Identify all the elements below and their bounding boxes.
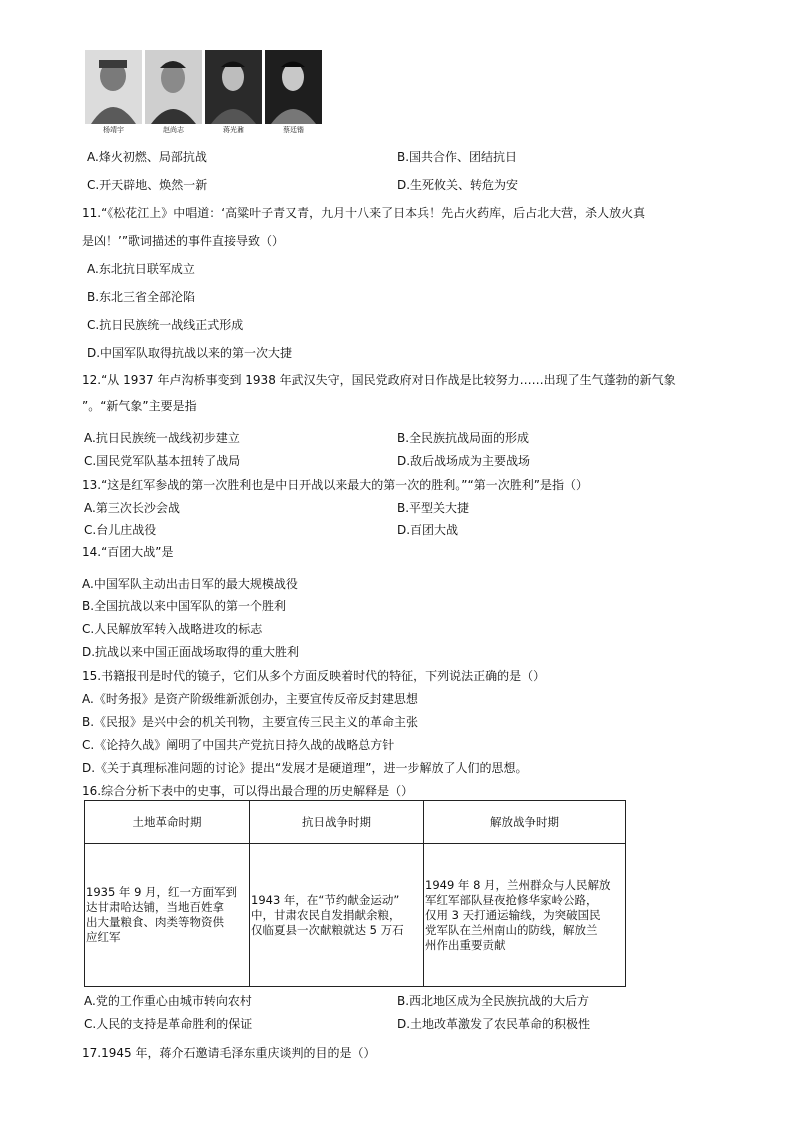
table-row (85, 844, 626, 987)
portrait-caption: 蔡廷锴 (283, 126, 304, 134)
table-cell (250, 844, 424, 987)
option-b: B.全国抗战以来中国军队的第一个胜利 (82, 599, 287, 613)
cell-line: 1935 年 9 月，红一方面军到 (86, 885, 238, 899)
cell-line: 出大量粮食、肉类等物资供 (86, 915, 224, 929)
option-b: B.东北三省全部沦陷 (87, 290, 196, 304)
cell-line: 1943 年，在“节约献金运动” (251, 892, 400, 907)
option-a: A.党的工作重心由城市转向农村 (84, 994, 252, 1008)
cell-line: 应红军 (86, 930, 121, 944)
option-d: D.抗战以来中国正面战场取得的重大胜利 (82, 645, 300, 659)
portrait-photo (145, 50, 202, 134)
option-d: D.中国军队取得抗战以来的第一次大捷 (87, 346, 293, 360)
option-c: C.台儿庄战役 (84, 523, 157, 537)
option-a: A.烽火初燃、局部抗战 (87, 150, 207, 164)
cell-line: 党军队在兰州南山的防线，解放兰 (425, 922, 598, 937)
option-c: C.《论持久战》阐明了中国共产党抗日持久战的战略总方针 (82, 738, 395, 752)
question-stem: 16.综合分析下表中的史事，可以得出最合理的历史解释是（） (82, 784, 414, 798)
table-cell (85, 844, 250, 987)
option-b: B.国共合作、团结抗日 (397, 150, 518, 164)
question-stem: 11.“《松花江上》中唱道：‘高粱叶子青又青，九月十八来了日本兵！先占火药库，后占北大营，杀人放火真 (82, 206, 646, 220)
option-d: D.土地改革激发了农民革命的积极性 (397, 1017, 591, 1031)
table-header-row (85, 801, 626, 844)
option-b: B.《民报》是兴中会的机关刊物，主要宣传三民主义的革命主张 (82, 715, 419, 729)
table-header-cell: 土地革命时期 (85, 801, 250, 844)
option-b: B.全民族抗战局面的形成 (397, 431, 530, 445)
option-c: C.人民的支持是革命胜利的保证 (84, 1017, 253, 1031)
option-c: C.国民党军队基本扭转了战局 (84, 454, 241, 468)
option-d: D.《关于真理标准问题的讨论》提出“发展才是硬道理”，进一步解放了人们的思想。 (82, 761, 528, 775)
portrait-photo (205, 50, 262, 134)
option-a: A.东北抗日联军成立 (87, 262, 195, 276)
option-a: A.中国军队主动出击日军的最大规模战役 (82, 577, 298, 591)
cell-line: 达甘肃哈达铺，当地百姓拿 (86, 900, 224, 914)
option-b: B.平型关大捷 (397, 501, 470, 515)
option-d: D.百团大战 (397, 523, 459, 537)
cell-line: 中，甘肃农民自发捐献余粮， (251, 907, 401, 922)
portrait-caption: 赵尚志 (163, 126, 184, 134)
history-table (84, 800, 626, 987)
option-c: C.开天辟地、焕然一新 (87, 178, 208, 192)
question-stem: 13.“这是红军参战的第一次胜利也是中日开战以来最大的第一次的胜利。”“第一次胜利”是指（） (82, 478, 588, 492)
portrait-photo (85, 50, 142, 134)
option-a: A.抗日民族统一战线初步建立 (84, 431, 240, 445)
option-c: C.抗日民族统一战线正式形成 (87, 318, 244, 332)
cell-line: 仅用 3 天打通运输线，为突破国民 (425, 907, 601, 922)
option-c: C.人民解放军转入战略进攻的标志 (82, 622, 263, 636)
question-stem: 15.书籍报刊是时代的镜子，它们从多个方面反映着时代的特征，下列说法正确的是（） (82, 669, 546, 683)
portrait-photo (265, 50, 322, 134)
question-stem: 12.“从 1937 年卢沟桥事变到 1938 年武汉失守，国民党政府对日作战是比较努力……出现了生气蓬勃的新气象 (82, 373, 676, 387)
option-a: A.《时务报》是资产阶级维新派创办，主要宣传反帝反封建思想 (82, 692, 418, 706)
cell-line: 军红军部队昼夜抢修华家岭公路， (425, 892, 598, 907)
question-stem: 是凶！’”歌词描述的事件直接导致（） (82, 234, 285, 248)
cell-line: 1949 年 8 月，兰州群众与人民解放 (425, 877, 611, 892)
question-stem: ”。“新气象”主要是指 (82, 399, 197, 413)
portrait-photos (85, 50, 325, 134)
question-stem: 14.“百团大战”是 (82, 545, 174, 559)
portrait-caption: 杨靖宇 (103, 126, 124, 134)
option-d: D.生死攸关、转危为安 (397, 178, 519, 192)
cell-line: 州作出重要贡献 (425, 937, 506, 952)
table-header-cell: 抗日战争时期 (250, 801, 424, 844)
portrait-caption: 蒋光鼐 (223, 126, 244, 134)
table-cell (424, 844, 626, 987)
table-header-cell: 解放战争时期 (424, 801, 626, 844)
question-stem: 17.1945 年，蒋介石邀请毛泽东重庆谈判的目的是（） (82, 1046, 376, 1060)
cell-line: 仅临夏县一次献粮就达 5 万石 (251, 922, 404, 937)
option-d: D.敌后战场成为主要战场 (397, 454, 531, 468)
option-a: A.第三次长沙会战 (84, 501, 180, 515)
option-b: B.西北地区成为全民族抗战的大后方 (397, 994, 590, 1008)
